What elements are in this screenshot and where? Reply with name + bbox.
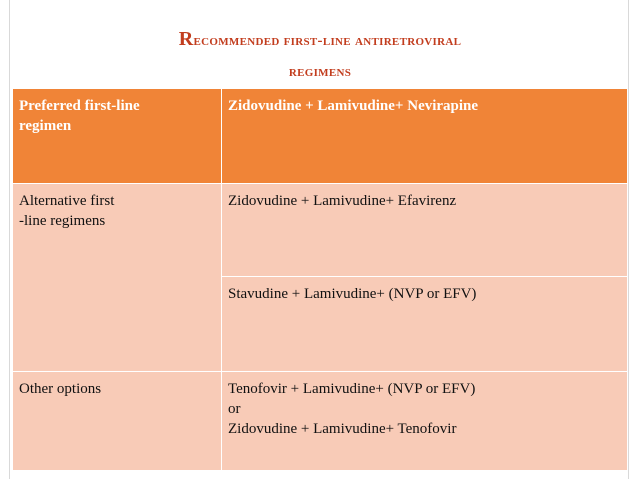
table-row-alternative <box>13 184 628 277</box>
row-label-line: regimen <box>19 118 72 134</box>
row-value-line: Stavudine + Lamivudine+ (NVP or EFV) <box>228 286 477 302</box>
row-label-line: Other options <box>19 381 102 397</box>
title-rest: ecommended first-line antiretroviral <box>193 33 462 49</box>
row-label-cell <box>13 184 222 372</box>
title-line-2: regimens <box>288 64 352 80</box>
row-value-cell <box>222 277 628 372</box>
row-label-cell <box>13 372 222 471</box>
right-border-line <box>628 0 629 479</box>
row-value-line: Tenofovir + Lamivudine+ (NVP or EFV) <box>228 381 476 397</box>
title-line-1 <box>20 24 620 57</box>
row-value-line: Zidovudine + Lamivudine+ Efavirenz <box>228 193 457 209</box>
slide-title <box>20 24 620 88</box>
row-label-line: Alternative first <box>19 193 115 209</box>
row-value-cell <box>222 184 628 277</box>
row-label-cell <box>13 89 222 184</box>
table-row-other <box>13 372 628 471</box>
table-row-preferred <box>13 89 628 184</box>
title-initial: R <box>178 28 194 50</box>
left-border-line <box>9 0 10 479</box>
row-value-line: Zidovudine + Lamivudine+ Tenofovir <box>228 421 457 437</box>
row-label-line: -line regimens <box>19 213 106 229</box>
row-label-line: Preferred first-line <box>19 98 140 114</box>
row-value-line: Zidovudine + Lamivudine+ Nevirapine <box>228 98 479 114</box>
row-value-cell <box>222 372 628 471</box>
row-value-line: or <box>228 401 241 417</box>
row-value-cell <box>222 89 628 184</box>
regimens-table <box>12 88 628 471</box>
